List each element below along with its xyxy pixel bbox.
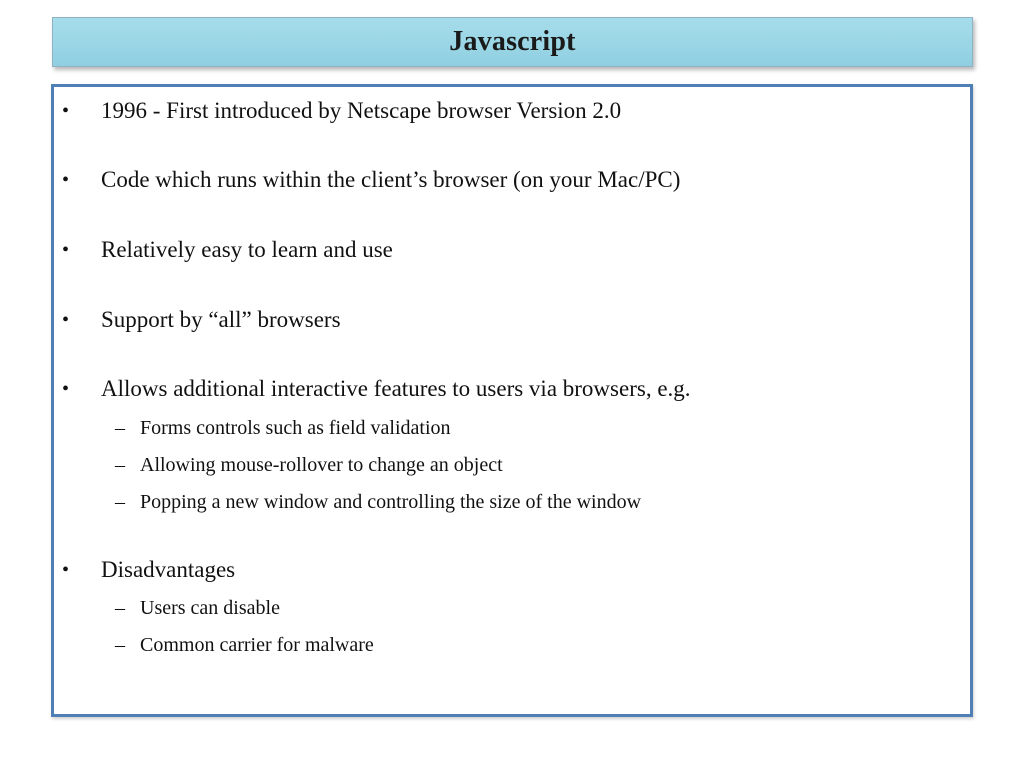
slide-title-bar: [52, 17, 973, 67]
sub-bullet-marker: –: [115, 597, 125, 619]
bullet-text: Code which runs within the client’s browser (on your Mac/PC): [101, 167, 681, 192]
sub-bullet-marker: –: [115, 454, 125, 476]
bullet-marker: •: [62, 239, 70, 261]
bullet-marker: •: [62, 169, 70, 191]
sub-bullet-marker: –: [115, 634, 125, 656]
bullet-text: 1996 - First introduced by Netscape browser Version 2.0: [101, 98, 622, 123]
sub-bullet-text: Allowing mouse-rollover to change an object: [140, 454, 503, 476]
sub-bullet-text: Forms controls such as field validation: [140, 417, 451, 439]
bullet-marker: •: [62, 378, 70, 400]
sub-bullet-text: Common carrier for malware: [140, 634, 374, 656]
sub-bullet-marker: –: [115, 491, 125, 513]
sub-bullet-text: Popping a new window and controlling the size of the window: [140, 491, 642, 513]
bullet-marker: •: [62, 100, 70, 122]
bullet-marker: •: [62, 559, 70, 581]
bullet-text: Allows additional interactive features to users via browsers, e.g.: [101, 376, 691, 401]
slide-content-box: [51, 84, 973, 717]
sub-bullet-text: Users can disable: [140, 597, 280, 619]
sub-bullet-marker: –: [115, 417, 125, 439]
bullet-text: Support by “all” browsers: [101, 307, 341, 332]
slide-title: Javascript: [449, 26, 576, 57]
bullet-text: Disadvantages: [101, 557, 236, 582]
bullet-text: Relatively easy to learn and use: [101, 237, 393, 262]
bullet-marker: •: [62, 309, 70, 331]
